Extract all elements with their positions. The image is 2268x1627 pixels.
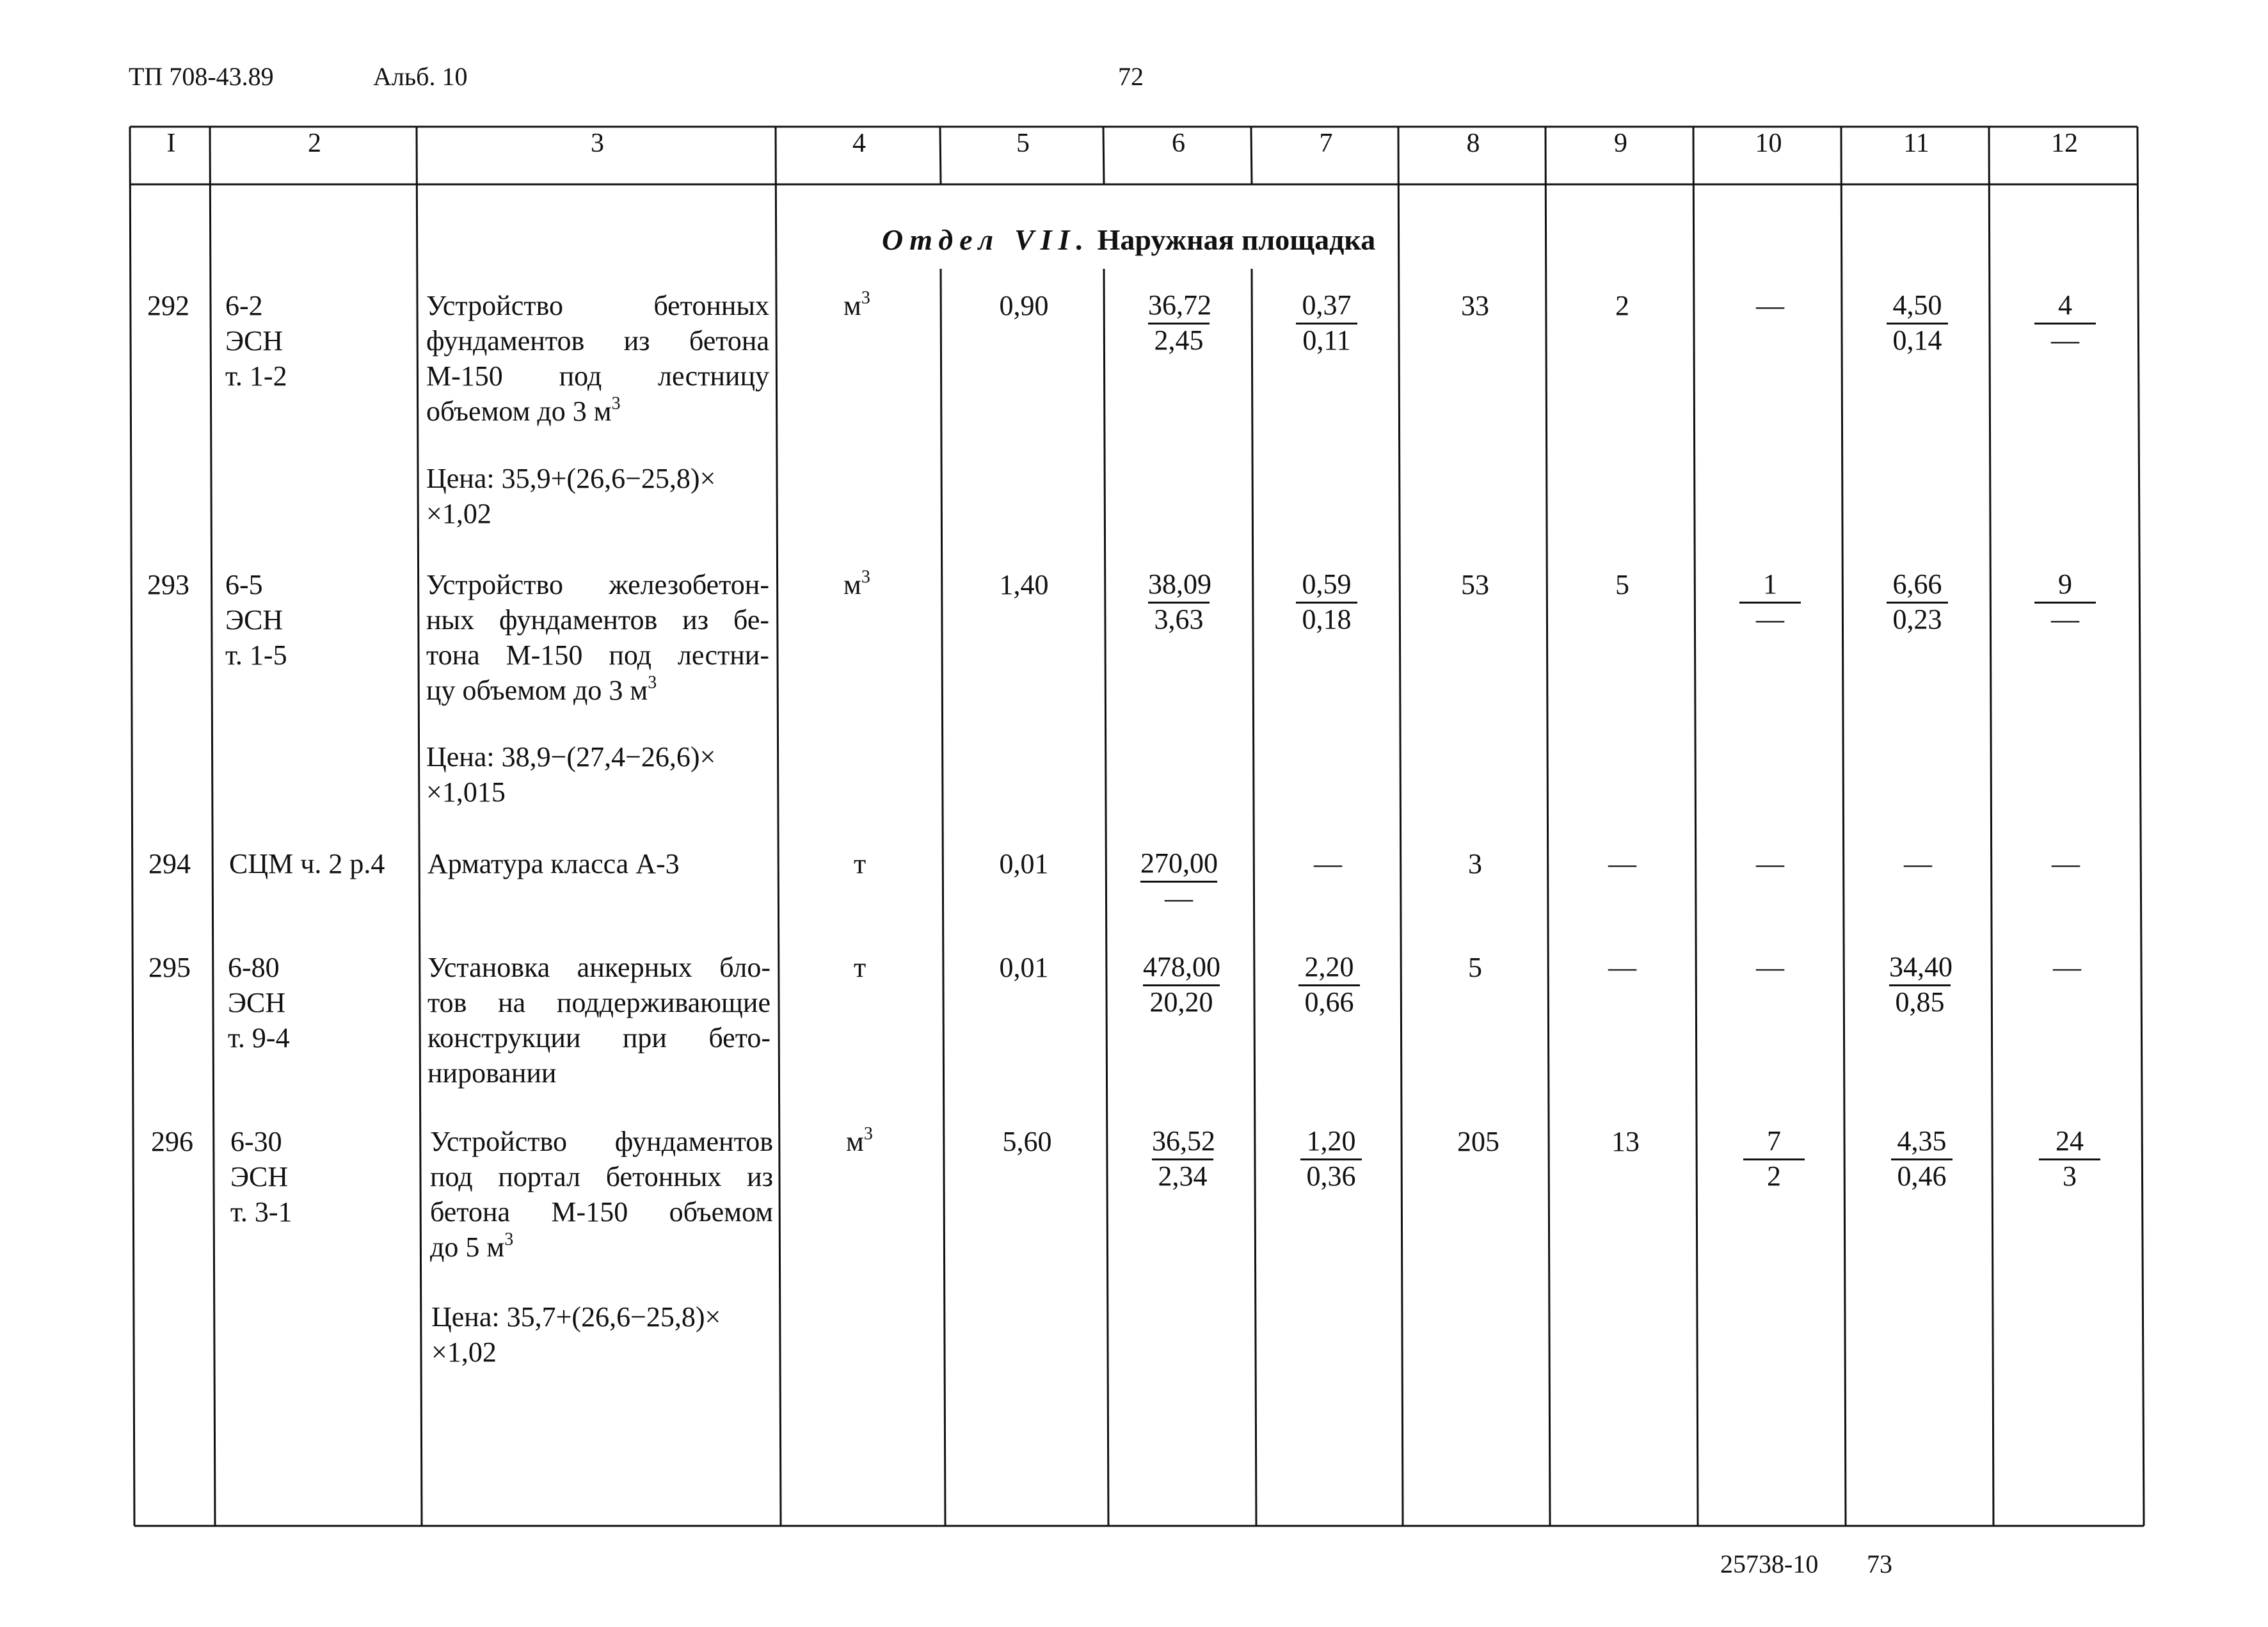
description-line: конструкции при бето- bbox=[427, 1022, 771, 1054]
row-number: 296 bbox=[151, 1126, 193, 1157]
value-col12: — bbox=[2052, 848, 2080, 879]
value-col10: — bbox=[1756, 848, 1784, 879]
value-col9: 5 bbox=[1615, 569, 1629, 600]
fraction-col12: 9 — bbox=[2008, 568, 2123, 636]
column-header: 6 bbox=[1172, 129, 1185, 158]
unit: т bbox=[854, 848, 866, 879]
value-col9: 13 bbox=[1611, 1126, 1640, 1157]
norm-code-line: ЭСН bbox=[225, 604, 284, 636]
norm-code bbox=[229, 846, 385, 881]
price-line: Цена: 38,9−(27,4−26,6)× bbox=[426, 741, 716, 773]
row-number: 292 bbox=[147, 290, 189, 321]
norm-code-line: ЭСН bbox=[230, 1161, 289, 1192]
unit: т bbox=[854, 952, 866, 983]
quantity: 1,40 bbox=[999, 569, 1049, 600]
column-header: 8 bbox=[1466, 129, 1480, 158]
unit: $м^3$ bbox=[843, 567, 870, 600]
fraction-col11: $\frac{34,40}{0,85}$ bbox=[1889, 951, 1953, 1018]
fraction-col7: $\frac{1,20}{0,36}$ bbox=[1274, 1125, 1389, 1192]
row-number: 294 bbox=[148, 848, 191, 879]
value-col9: 2 bbox=[1615, 290, 1629, 321]
norm-code-line: т. 1-5 bbox=[225, 639, 287, 671]
norm-code-line: СЦМ ч. 2 р.4 bbox=[229, 848, 385, 879]
description-line: цу объемом до 3 $м^3$ bbox=[426, 673, 657, 706]
work-description: Арматура класса А-3 bbox=[427, 848, 680, 879]
section-title bbox=[882, 223, 1375, 257]
fraction-col6: $\frac{36,52}{2,34}$ bbox=[1152, 1125, 1215, 1192]
album-label: Альб. 10 bbox=[373, 62, 468, 91]
price-formula bbox=[426, 739, 778, 810]
fraction-col11: $\frac{4,50}{0,14}$ bbox=[1860, 289, 1975, 357]
norm-code bbox=[225, 567, 287, 673]
column-header: 9 bbox=[1614, 129, 1627, 158]
fraction-col7: $\frac{0,59}{0,18}$ bbox=[1269, 568, 1384, 636]
norm-code bbox=[228, 950, 290, 1055]
footer-page: 73 bbox=[1867, 1550, 1892, 1578]
norm-code-line: 6-80 bbox=[228, 952, 280, 983]
fraction-col12: $\frac{24}{3}$ bbox=[2012, 1125, 2127, 1192]
fraction-col10: $\frac{7}{2}$ bbox=[1716, 1125, 1832, 1192]
description-line: Устройство железобетон- bbox=[426, 569, 769, 600]
fraction-col6: $\frac{36,72}{2,45}$ bbox=[1148, 289, 1211, 356]
quantity: 0,90 bbox=[999, 290, 1049, 321]
column-header: 2 bbox=[308, 129, 321, 158]
norm-code-line: ЭСН bbox=[225, 325, 284, 357]
value-col8: 205 bbox=[1457, 1126, 1499, 1157]
description-line: тона М-150 под лестни- bbox=[426, 639, 769, 671]
column-header: 3 bbox=[591, 129, 604, 158]
unit: $м^3$ bbox=[846, 1124, 873, 1157]
value-col9: — bbox=[1608, 848, 1636, 879]
column-header: 7 bbox=[1319, 129, 1333, 158]
value-col10: — bbox=[1756, 952, 1784, 983]
value-col11: — bbox=[1904, 848, 1932, 879]
description-line: Устройство фундаментов bbox=[430, 1126, 773, 1157]
row-number: 295 bbox=[148, 952, 191, 983]
value-col8: 53 bbox=[1461, 569, 1489, 600]
value-col8: 3 bbox=[1468, 848, 1482, 879]
column-header: 10 bbox=[1755, 129, 1782, 158]
page-number: 72 bbox=[1118, 62, 1144, 91]
fraction-col10: 1 — bbox=[1713, 568, 1828, 636]
fraction-col11: $\frac{4,35}{0,46}$ bbox=[1864, 1125, 1979, 1192]
description-line: объемом до 3 $м^3$ bbox=[426, 394, 621, 427]
norm-code-line: 6-5 bbox=[225, 569, 263, 600]
section-number: VII. bbox=[1014, 223, 1090, 256]
description-line: Установка анкерных бло- bbox=[427, 952, 771, 983]
description-line: фундаментов из бетона bbox=[426, 325, 769, 357]
column-header: 11 bbox=[1903, 129, 1929, 158]
norm-code bbox=[225, 288, 287, 394]
description-line: бетона М-150 объемом bbox=[430, 1196, 773, 1228]
fraction-col7: $\frac{2,20}{0,66}$ bbox=[1272, 951, 1387, 1018]
fraction-col11: $\frac{6,66}{0,23}$ bbox=[1860, 568, 1975, 636]
norm-code-line: т. 9-4 bbox=[228, 1022, 290, 1054]
norm-code-line: ЭСН bbox=[228, 987, 286, 1018]
document-code: ТП 708-43.89 bbox=[129, 62, 274, 91]
norm-code-line: 6-2 bbox=[225, 290, 263, 321]
section-prefix: Отдел bbox=[882, 223, 1000, 256]
description-line: до 5 $м^3$ bbox=[430, 1230, 514, 1263]
value-col7: — bbox=[1314, 848, 1342, 879]
norm-code-line: 6-30 bbox=[230, 1126, 282, 1157]
unit: $м^3$ bbox=[843, 288, 870, 321]
description-line: тов на поддерживающие bbox=[427, 987, 771, 1018]
work-description bbox=[426, 288, 769, 429]
work-description bbox=[427, 950, 771, 1091]
price-line: ×1,02 bbox=[426, 498, 491, 529]
section-name: Наружная площадка bbox=[1097, 223, 1376, 256]
row-number: 293 bbox=[147, 569, 189, 600]
value-col8: 33 bbox=[1461, 290, 1489, 321]
work-description bbox=[430, 1124, 773, 1265]
norm-code bbox=[230, 1124, 292, 1230]
price-formula bbox=[431, 1299, 783, 1370]
value-col10: — bbox=[1756, 290, 1784, 321]
fraction-col7: $\frac{0,37}{0,11}$ bbox=[1269, 289, 1384, 357]
footer-code: 25738-10 bbox=[1720, 1550, 1819, 1578]
price-line: ×1,02 bbox=[431, 1336, 497, 1368]
value-col9: — bbox=[1608, 952, 1636, 983]
description-line: под портал бетонных из bbox=[430, 1161, 773, 1192]
column-header: 5 bbox=[1016, 129, 1030, 158]
fraction-col6: 270,00 — bbox=[1140, 847, 1218, 914]
value-col8: 5 bbox=[1468, 952, 1482, 983]
fraction-col6: $\frac{478,00}{20,20}$ bbox=[1143, 951, 1220, 1018]
norm-code-line: т. 1-2 bbox=[225, 360, 287, 392]
quantity: 0,01 bbox=[999, 848, 1049, 879]
column-header: I bbox=[166, 129, 176, 158]
fraction-col12: 4 — bbox=[2008, 289, 2123, 357]
column-header: 12 bbox=[2051, 129, 2078, 158]
price-line: Цена: 35,7+(26,6−25,8)× bbox=[431, 1301, 721, 1333]
fraction-col6: $\frac{38,09}{3,63}$ bbox=[1148, 568, 1211, 635]
norm-code-line: т. 3-1 bbox=[230, 1196, 292, 1228]
price-line: ×1,015 bbox=[426, 776, 506, 808]
work-description bbox=[426, 567, 769, 708]
description-line: нировании bbox=[427, 1057, 557, 1089]
quantity: 0,01 bbox=[999, 952, 1049, 983]
value-col12: — bbox=[2053, 952, 2081, 983]
price-formula bbox=[426, 461, 778, 531]
price-line: Цена: 35,9+(26,6−25,8)× bbox=[426, 463, 716, 494]
column-header: 4 bbox=[852, 129, 866, 158]
description-line: ных фундаментов из бе- bbox=[426, 604, 769, 636]
description-line: Устройство бетонных bbox=[426, 290, 769, 321]
description-line: М-150 под лестницу bbox=[426, 360, 769, 392]
quantity: 5,60 bbox=[1002, 1126, 1052, 1157]
